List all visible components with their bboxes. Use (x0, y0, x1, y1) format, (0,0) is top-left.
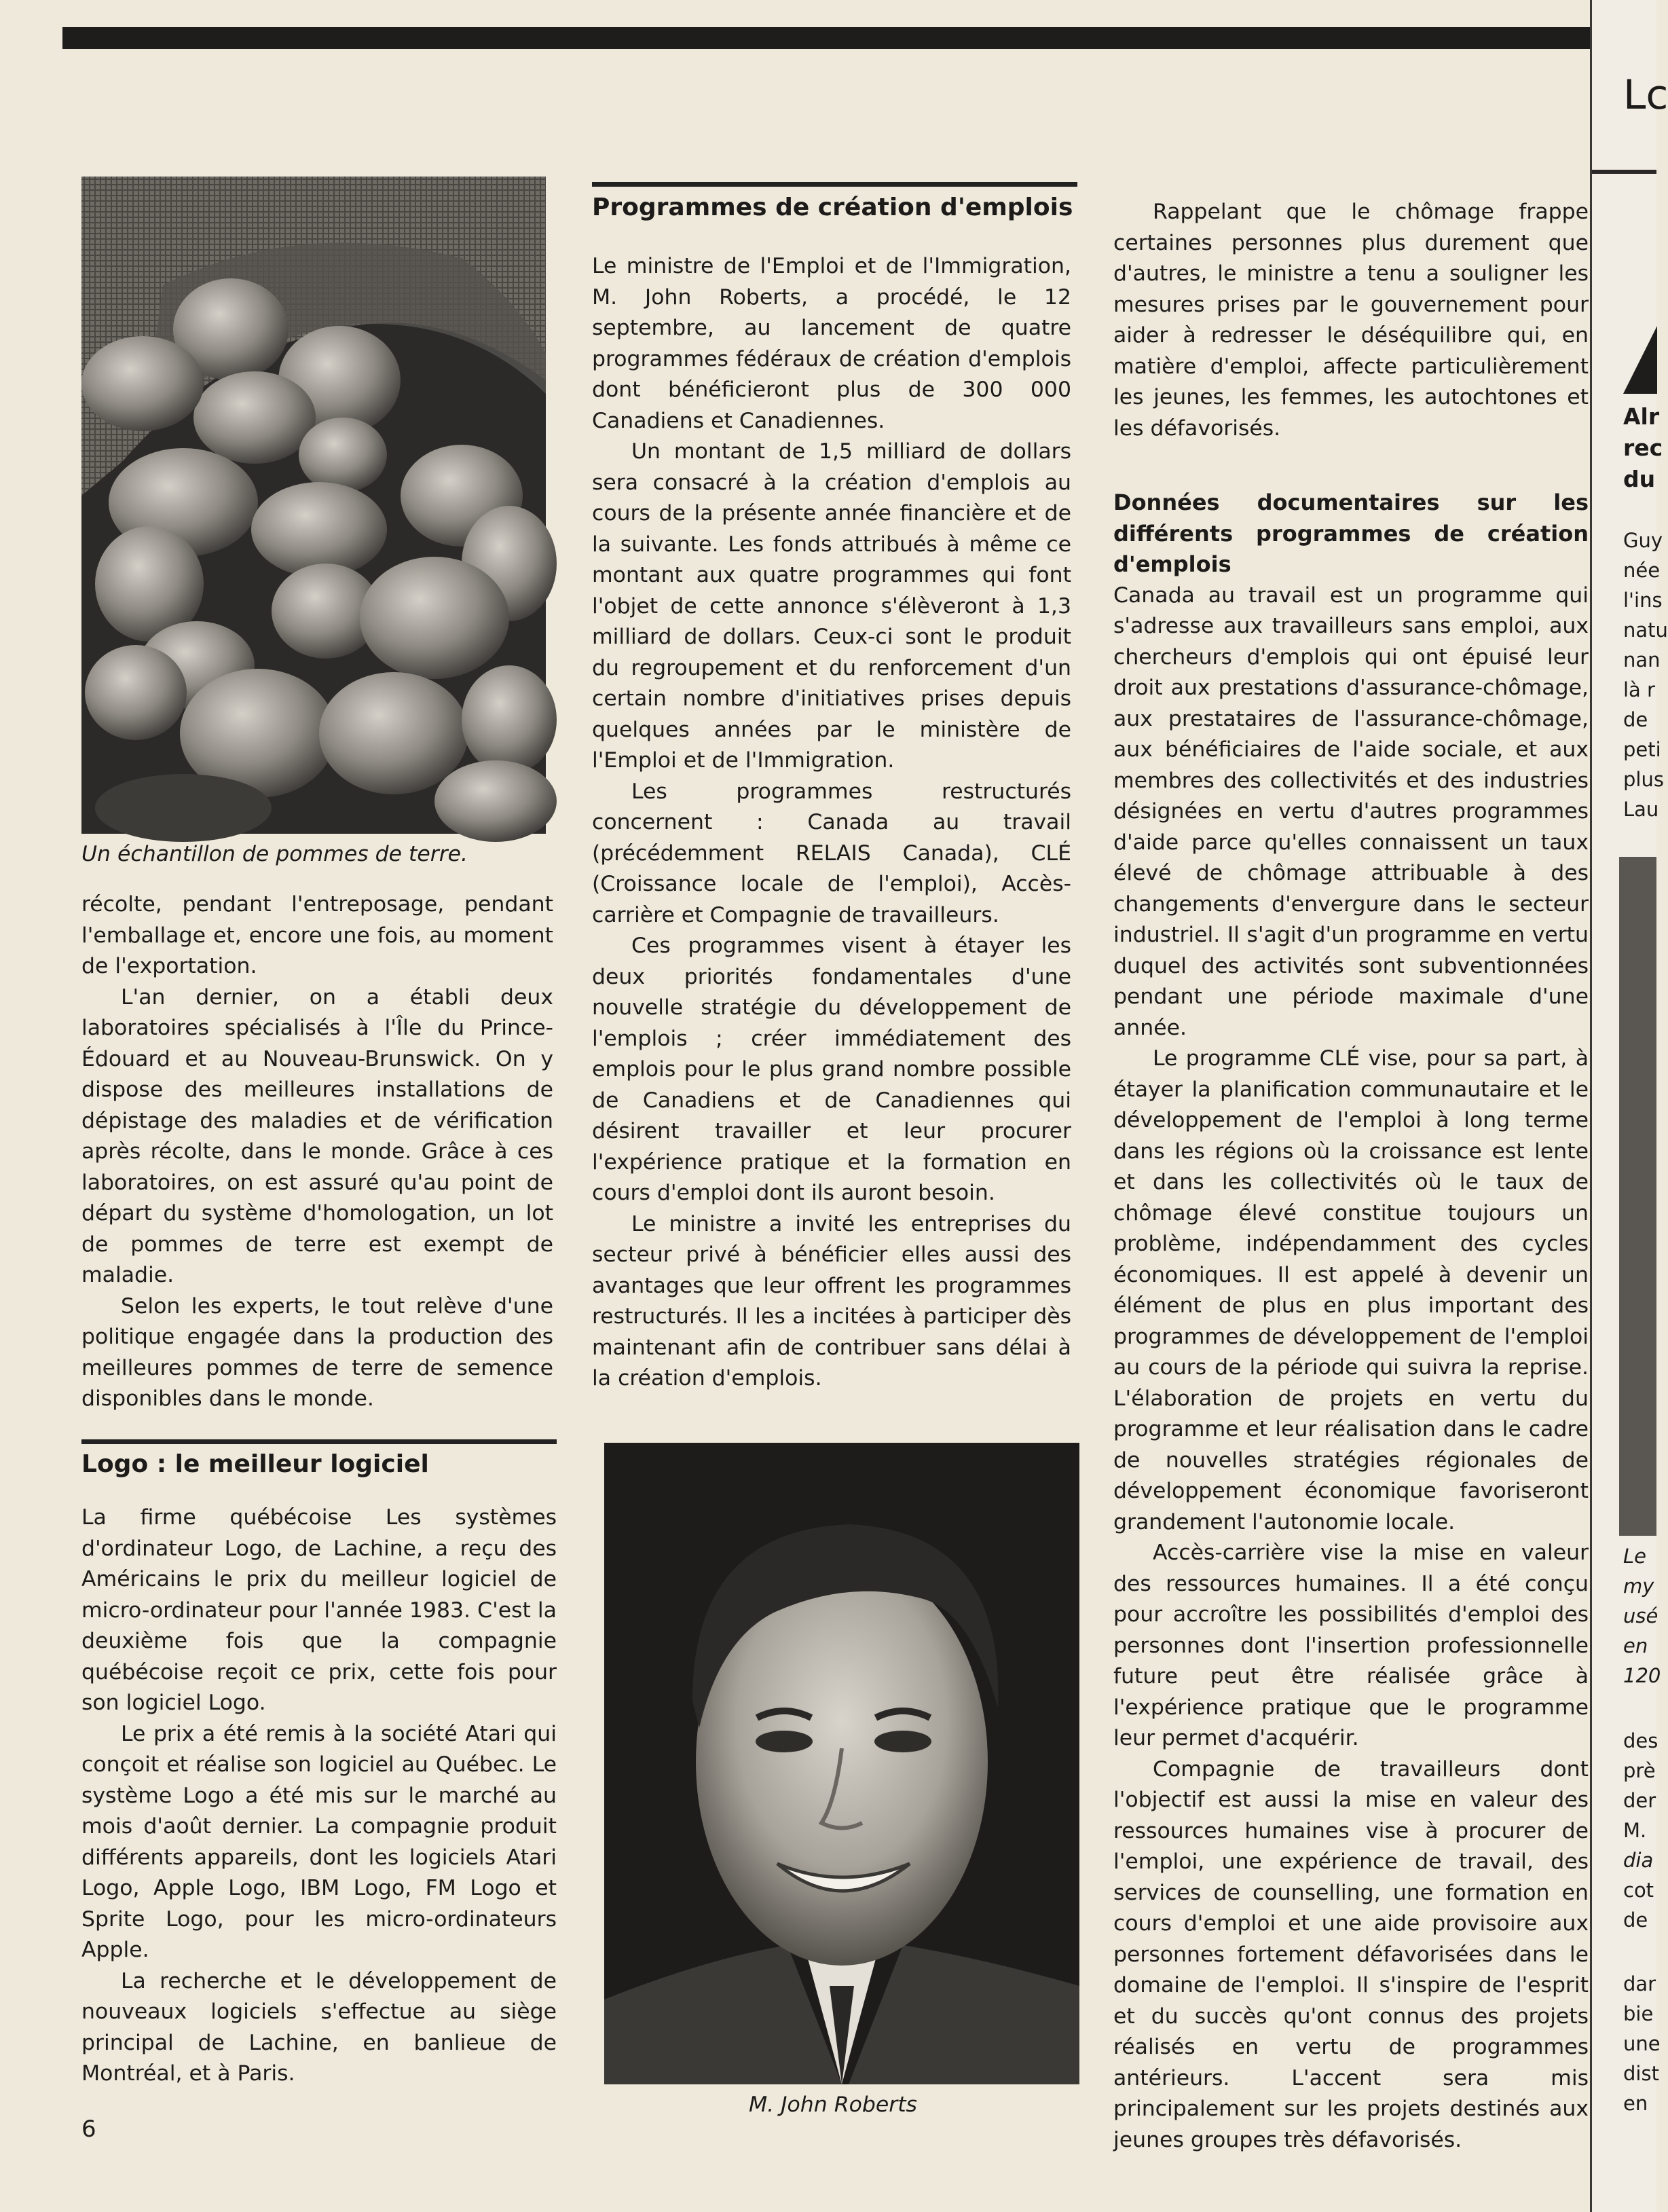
next-page-text-fragment: bie (1623, 2002, 1654, 2025)
paragraph: Compagnie de travailleurs dont l'objectif est aussi la mise en valeur des ressources humaines vise à procurer de l'emploi, une expérience de travail, des services de counselling, une formation en cours d'emploi et une aide provisoire aux personnes fortement défavorisées dans le domaine de l'emploi. Il s'inspire de l'esprit et du succès qu'ont connus des projets réalisés en vertu de programmes antérieurs. L'accent sera mis principalement sur les projets destinés aux jeunes groupes très défavorisés. (1113, 1756, 1589, 2152)
next-page-bold-fragment: du (1623, 466, 1656, 492)
next-page-text-fragment: prè (1623, 1759, 1656, 1782)
john-roberts-photo (604, 1443, 1079, 2084)
next-page-text-fragment: peti (1623, 738, 1661, 761)
paragraph: récolte, pendant l'entreposage, pendant l'emballage et, encore une fois, au moment de l'exportation. (81, 892, 553, 978)
top-rule (62, 27, 1590, 49)
next-page-text-fragment: de (1623, 1909, 1648, 1932)
next-page-text-fragment: en (1623, 2092, 1648, 2115)
next-page-text-fragment: cot (1623, 1879, 1654, 1902)
column-left-text (81, 889, 553, 1415)
programmes-article-rule (592, 182, 1077, 187)
next-page-edge (1590, 0, 1668, 2212)
next-page-text-fragment: l'ins (1623, 589, 1663, 612)
next-page-caption-fragment: usé (1623, 1604, 1658, 1627)
triangle-ornament (1623, 326, 1657, 394)
next-page-text-fragment: nan (1623, 648, 1661, 671)
next-page-text-fragment: plus (1623, 768, 1664, 791)
next-page-caption-fragment: 120 (1623, 1664, 1661, 1687)
potatoes-image (81, 177, 546, 834)
subheading: Données documentaires sur les différents programmes de création d'emplois (1113, 490, 1589, 577)
next-page-text-fragment: natu (1623, 619, 1668, 642)
next-page-text-fragment: des (1623, 1729, 1658, 1752)
next-page-text-fragment: dist (1623, 2062, 1659, 2085)
next-page-bold-fragment: rec (1623, 435, 1663, 461)
paragraph: La recherche et le développement de nouveaux logiciels s'effectue au siège principal de Lachine, en banlieue de Montréal, et à Paris. (81, 1968, 557, 2086)
column-right-text (1113, 197, 1589, 2156)
paragraph: Canada au travail est un programme qui s'adresse aux travailleurs sans emploi, aux chercheurs d'emplois qui ont épuisé leur droit aux prestations d'assurance-chômage, aux prestataires de l'assurance-chômage, aux bénéficiaires de l'aide sociale, et aux membres des collectivités et des industries désignées en vertu d'autres programmes d'aide parce qu'elles connaissent un taux élevé de chômage attribuable à des changements d'envergure dans le secteur industriel. Il s'agit d'un programme en vertu duquel des activités sont subventionnées pendant une période maximale d'une année. (1113, 583, 1589, 1040)
next-page-text-fragment: née (1623, 559, 1661, 582)
paragraph: Ces programmes visent à étayer les deux priorités fondamentales d'une nouvelle stratégie du développement de l'emplois ; créer immédiatement des emplois pour le plus grand nombre possible de Canadiens et de Canadiennes qui désirent travailler et leur procurer l'expérience pratique et la formation en cours d'emploi dont ils auront besoin. (592, 934, 1071, 1205)
paragraph: La firme québécoise Les systèmes d'ordinateur Logo, de Lachine, a reçu des Américains le prix du meilleur logiciel de micro-ordinateur pour l'année 1983. C'est la deuxième fois que la compagnie québécoise reçoit ce prix, cette fois pour son logiciel Logo. (81, 1505, 557, 1715)
next-page-text-fragment: de (1623, 708, 1648, 731)
next-page-text-fragment: Lau (1623, 798, 1659, 821)
john-roberts-caption: M. John Roberts (749, 2093, 917, 2117)
paragraph: Accès-carrière vise la mise en valeur des ressources humaines. Il a été conçu pour accroître les possibilités d'emploi des personnes dont l'insertion professionnelle future peut être réalisée grâce à l'expérience pratique que le programme leur permet d'acquérir. (1113, 1541, 1589, 1750)
portrait-image (604, 1443, 1079, 2084)
paragraph: L'an dernier, on a établi deux laboratoires spécialisés à l'Île du Prince-Édouard et au Nouveau-Brunswick. On y dispose des meilleures installations de dépistage des maladies et de vérification après récolte, dans le monde. Grâce à ces laboratoires, on est assuré qu'au point de départ du système d'homologation, un lot de pommes de terre est exempt de maladie. (81, 984, 553, 1287)
paragraph: Le programme CLÉ vise, pour sa part, à étayer la planification communautaire et le développement de l'emploi à long terme dans les régions où la croissance est lente et dans les collectivités où le taux de chômage élevé constitue toujours un problème, indépendamment des cycles économiques. Il est appelé à devenir un élément de plus en plus important des programmes de développement de l'emploi au cours de la période qui suivra la reprise. L'élaboration de projets en vertu du programme et leur réalisation dans le cadre de nouvelles stratégies régionales de développement économique favoriseront grandement l'autonomie locale. (1113, 1046, 1589, 1534)
page-number: 6 (81, 2116, 96, 2143)
next-page-text-fragment: une (1623, 2032, 1661, 2055)
next-page-bold-fragment: Alr (1623, 403, 1660, 430)
potato-photo (81, 177, 546, 834)
next-page-text-fragment: dia (1623, 1849, 1654, 1872)
next-page-text-fragment: der (1623, 1789, 1656, 1812)
paragraph: Le prix a été remis à la société Atari qui conçoit et réalise son logiciel au Québec. Le système Logo a été mis sur le marché au mois d'août dernier. La compagnie produit différents appareils, dont les logiciels Atari Logo, Apple Logo, IBM Logo, FM Logo et Sprite Logo, pour les micro-ordinateurs Apple. (81, 1721, 557, 1962)
next-page-text-fragment: là r (1623, 678, 1655, 701)
next-page-caption-fragment: my (1623, 1574, 1654, 1598)
next-page-text-fragment: M. (1623, 1819, 1647, 1842)
next-page-caption-fragment: Le (1623, 1545, 1646, 1568)
logo-article (81, 1448, 557, 2090)
paragraph: Les programmes restructurés concernent : Canada au travail (précédemment RELAIS Canada), CLÉ (Croissance locale de l'emploi), Accès-carrière et Compagnie de travailleurs. (592, 779, 1071, 927)
next-page-text-fragment: dar (1623, 1972, 1656, 1995)
paragraph: Un montant de 1,5 milliard de dollars sera consacré à la création d'emplois au cours de la présente année financière et de la suivante. Les fonds attribués à même ce montant aux quatre programmes qui font l'objet de cette annonce s'élèveront à 1,3 milliard de dollars. Ceux-ci sont le produit du regroupement et du renforcement d'un certain nombre d'initiatives prises depuis quelques années par le ministère de l'Emploi et de l'Immigration. (592, 439, 1071, 773)
programmes-article-body (592, 251, 1071, 1395)
next-page-caption-fragment: en (1623, 1634, 1648, 1657)
next-page-rule (1592, 170, 1656, 174)
paragraph: Selon les experts, le tout relève d'une politique engagée dans la production des meilleures pommes de terre de semence disponibles dans le monde. (81, 1293, 553, 1411)
paragraph: Rappelant que le chômage frappe certaines personnes plus durement que d'autres, le ministre a tenu a souligner les mesures prises par le gouvernement pour aider à redresser le déséquilibre qui, en matière d'emploi, affecte particulièrement les jeunes, les femmes, les autochtones et les défavorisés. (1113, 200, 1589, 441)
potato-caption: Un échantillon de pommes de terre. (81, 842, 468, 866)
paragraph: Le ministre a invité les entreprises du secteur privé à bénéficier elles aussi des avantages que leur offrent les programmes restructurés. Il les a incitées à participer dès maintenant afin de contribuer sans délai à la création d'emplois. (592, 1211, 1071, 1390)
paragraph: Le ministre de l'Emploi et de l'Immigration, M. John Roberts, a procédé, le 12 septembre, au lancement de quatre programmes fédéraux de création d'emplois dont bénéficieront plus de 300 000 Canadiens et Canadiennes. (592, 254, 1071, 433)
logo-article-rule (81, 1439, 557, 1444)
next-page-text-fragment: Guy (1623, 529, 1663, 552)
next-page-heading-fragment: Lc (1623, 71, 1668, 119)
programmes-article-heading: Programmes de création d'emplois (592, 193, 1073, 221)
next-page-photo-fragment (1619, 857, 1656, 1536)
logo-article-heading: Logo : le meilleur logiciel (81, 1450, 429, 1478)
